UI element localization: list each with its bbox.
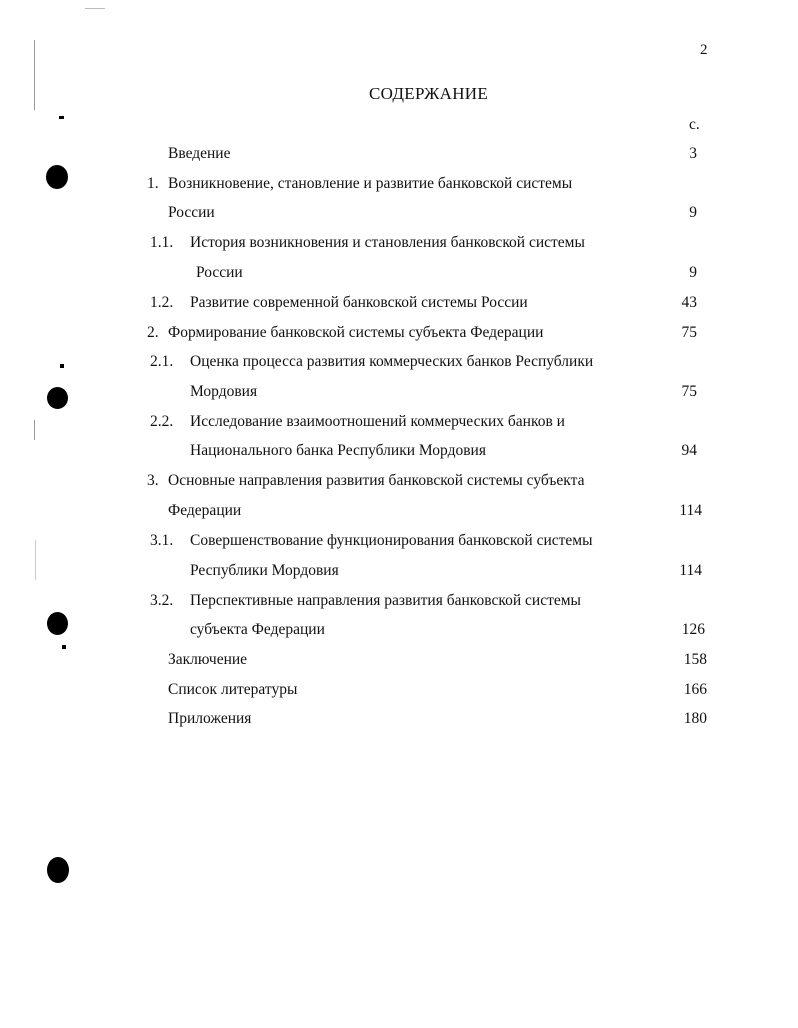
toc-entry-2-2-line-1 — [190, 412, 650, 432]
toc-page-3-2: 126 — [681, 621, 705, 638]
scan-margin-line — [34, 40, 35, 110]
toc-page-2: 75 — [681, 324, 697, 341]
punch-hole-mark — [46, 165, 68, 189]
toc-entry-2-2-line-1-text: Исследование взаимоотношений коммерческих банков и — [190, 413, 565, 430]
toc-entry-3-1-line-1: Совершенствование функционирования банковской системы — [190, 532, 593, 549]
toc-page-1: 9 — [689, 204, 697, 221]
toc-page-introduction: 3 — [689, 145, 697, 162]
toc-number-1-2: 1.2. — [150, 294, 174, 311]
toc-page-3: 114 — [679, 502, 702, 519]
punch-hole-mark — [47, 387, 68, 409]
toc-entry-2-2-line-2: Национального банка Республики Мордовия — [190, 442, 486, 459]
toc-number-3-1: 3.1. — [150, 532, 174, 549]
toc-entry-introduction: Введение — [168, 145, 231, 162]
page-column-label: с. — [689, 116, 700, 133]
punch-hole-mark — [47, 857, 69, 883]
toc-page-conclusion: 158 — [683, 651, 707, 668]
punch-hole-mark — [47, 612, 68, 635]
toc-page-references: 166 — [683, 681, 707, 698]
scan-speck — [59, 116, 64, 119]
toc-entry-2-1-line-1: Оценка процесса развития коммерческих банков Республики — [190, 353, 594, 370]
scan-speck — [60, 364, 64, 368]
toc-entry-3-line-2: Федерации — [168, 502, 242, 519]
scan-margin-line — [34, 420, 35, 440]
toc-entry-1-2-line-1: Развитие современной банковской системы России — [190, 294, 528, 311]
toc-entry-1-line-1: Возникновение, становление и развитие банковской системы — [168, 175, 573, 192]
toc-page-1-1: 9 — [689, 264, 697, 281]
scan-speck — [85, 8, 105, 9]
toc-entry-conclusion: Заключение — [168, 651, 248, 668]
toc-number-2-1: 2.1. — [150, 353, 174, 370]
toc-entry-appendices: Приложения — [168, 710, 252, 727]
toc-entry-2-1-line-2: Мордовия — [190, 383, 258, 400]
toc-number-3: 3. — [147, 472, 159, 489]
toc-entry-references: Список литературы — [168, 681, 298, 698]
toc-entry-3-line-1: Основные направления развития банковской системы субъекта — [168, 472, 585, 489]
toc-entry-3-2-line-2: субъекта Федерации — [190, 621, 325, 638]
toc-page-2-2: 94 — [681, 442, 697, 459]
toc-entry-1-1-line-2: России — [196, 264, 243, 281]
toc-entry-2-line-1: Формирование банковской системы субъекта Федерации — [168, 324, 544, 341]
toc-page-2-1: 75 — [681, 383, 697, 400]
toc-number-2-2: 2.2. — [150, 413, 174, 430]
toc-number-2: 2. — [147, 324, 159, 341]
toc-page-3-1: 114 — [679, 562, 702, 579]
scan-margin-line — [35, 540, 36, 580]
page-number: 2 — [700, 42, 708, 58]
toc-entry-1-line-2: России — [168, 204, 215, 221]
toc-page-appendices: 180 — [683, 710, 707, 727]
toc-page-1-2: 43 — [681, 294, 697, 311]
toc-number-3-2: 3.2. — [150, 592, 174, 609]
toc-number-1: 1. — [147, 175, 159, 192]
page-title: СОДЕРЖАНИЕ — [369, 84, 489, 103]
toc-number-1-1: 1.1. — [150, 234, 174, 251]
scan-speck — [62, 645, 66, 649]
toc-entry-3-1-line-2: Республики Мордовия — [190, 562, 339, 579]
toc-entry-1-1-line-1: История возникновения и становления банковской системы — [190, 234, 585, 251]
toc-entry-3-2-line-1: Перспективные направления развития банковской системы — [190, 592, 581, 609]
